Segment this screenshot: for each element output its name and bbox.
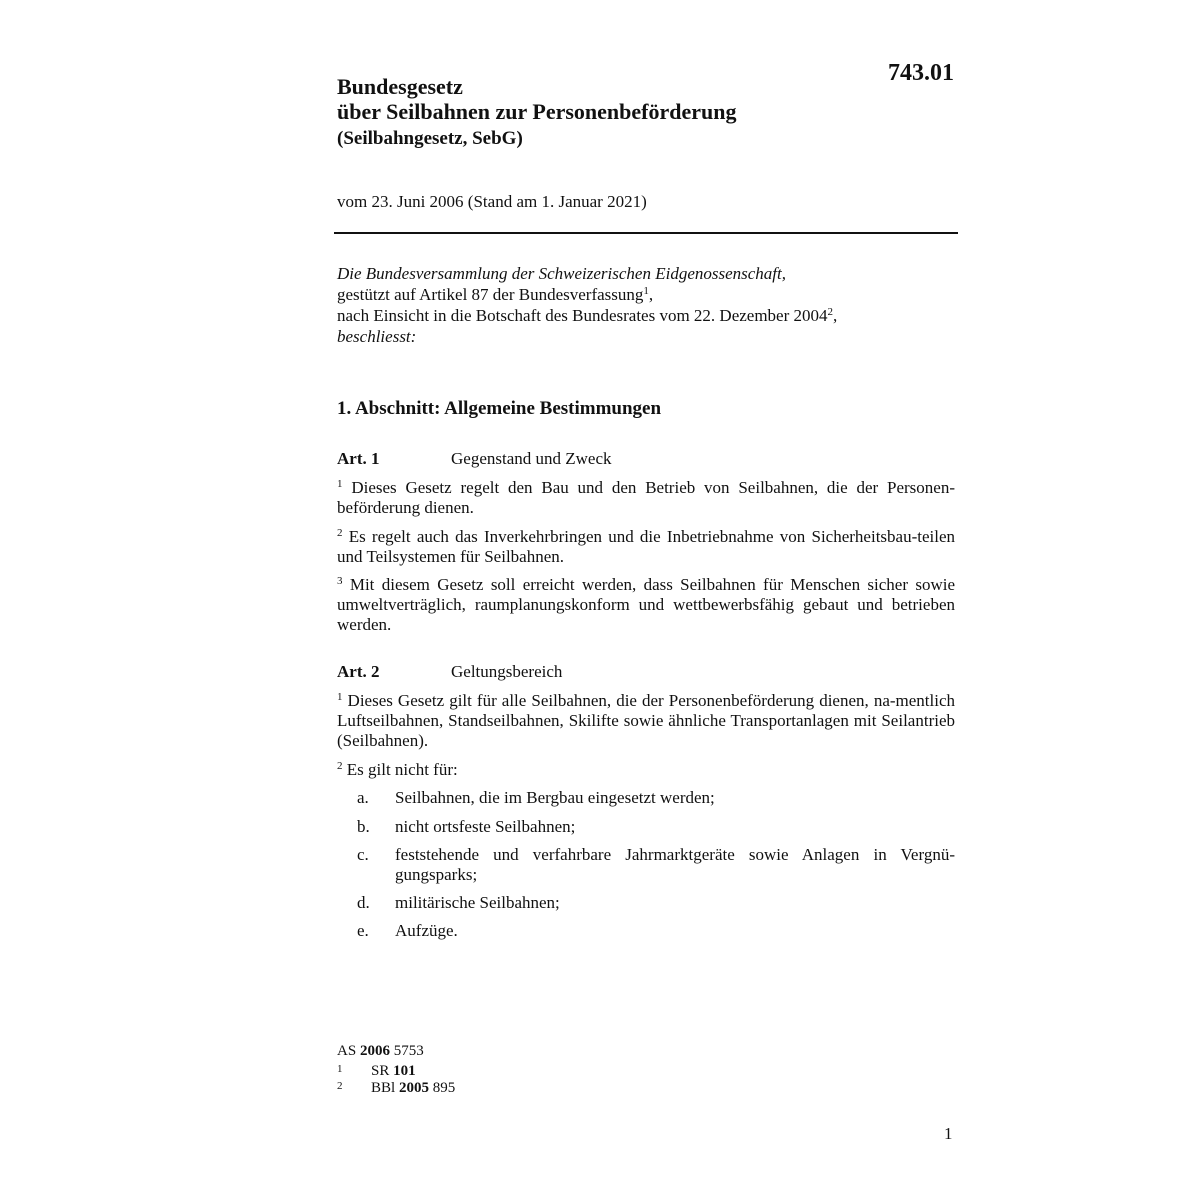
sr-number: 743.01: [888, 60, 954, 86]
art-2-title: Geltungsbereich: [451, 662, 563, 681]
art-1-title: Gegenstand und Zweck: [451, 449, 612, 468]
as-year: 2006: [359, 1043, 390, 1059]
law-title-line-2: über Seilbahnen zur Personenbeförderung: [337, 99, 737, 124]
paragraph-number: 2: [337, 527, 343, 539]
list-letter: e.: [357, 921, 369, 940]
preamble-basis-comma: ,: [648, 285, 654, 304]
section-heading: 1. Abschnitt: Allgemeine Bestimmungen: [337, 398, 662, 419]
list-text: Seilbahnen, die im Bergbau eingesetzt werden;: [395, 788, 715, 807]
paragraph-number: 3: [337, 575, 343, 587]
paragraph-number: 1: [337, 691, 343, 703]
law-title: [337, 74, 857, 124]
preamble-issuer: Die Bundesversammlung der Schweizerischen Eidgenossenschaft,: [337, 264, 786, 283]
page-number: 1: [944, 1124, 953, 1143]
list-text: nicht ortsfeste Seilbahnen;: [395, 817, 576, 836]
footnote-prefix: SR: [371, 1063, 390, 1079]
preamble-message-comma: ,: [833, 306, 838, 325]
list-letter: d.: [357, 893, 370, 912]
art-2-paragraph-2: [337, 760, 955, 780]
preamble-basis-text: gestützt auf Artikel 87 der Bundesverfassung: [337, 285, 644, 304]
footnote-ref-2[interactable]: 2: [827, 306, 834, 318]
footnote-page: 895: [432, 1080, 456, 1096]
preamble-message: [337, 305, 957, 326]
preamble-resolves: beschliesst:: [337, 327, 417, 346]
footnote-number: 1: [337, 1063, 343, 1075]
art-2-paragraph-1: [337, 691, 955, 751]
paragraph-number: 1: [337, 478, 343, 490]
art-1-paragraph-3: [337, 575, 955, 635]
paragraph-text: Mit diesem Gesetz soll erreicht werden, dass Seilbahnen für Menschen sicher sowie umweltverträglich, raumplanungskonform und wettbewerbsfähig gebaut und betrieben werden.: [337, 575, 956, 634]
preamble: [337, 263, 957, 347]
footnote-bold: 101: [393, 1063, 416, 1079]
preamble-basis: [337, 284, 957, 305]
list-text: militärische Seilbahnen;: [395, 893, 560, 912]
list-letter: b.: [357, 817, 370, 836]
as-page: 5753: [393, 1043, 424, 1059]
law-title-line-1: Bundesgesetz: [337, 74, 463, 99]
paragraph-text: Dieses Gesetz gilt für alle Seilbahnen, die der Personenbeförderung dienen, na-mentlich Luftseilbahnen, Standseilbahnen, Skilifte sowie ähnliche Transportanlagen mit Seilantrieb (Seilbahnen).: [337, 691, 956, 750]
list-letter: c.: [357, 845, 369, 864]
list-text: feststehende und verfahrbare Jahrmarktgeräte sowie Anlagen in Vergnü-gungsparks;: [395, 845, 955, 884]
art-2-number: Art. 2: [337, 662, 380, 681]
date-line: vom 23. Juni 2006 (Stand am 1. Januar 2021): [337, 192, 647, 211]
footnote-text: [371, 1063, 416, 1080]
footnote-text: [371, 1080, 455, 1097]
art-1-paragraph-2: [337, 527, 955, 567]
paragraph-number: 2: [337, 760, 343, 772]
footnote-number: 2: [337, 1080, 343, 1092]
official-compilation-ref: [337, 1043, 424, 1060]
header-divider: [334, 232, 958, 234]
paragraph-text: Dieses Gesetz regelt den Bau und den Betrieb von Seilbahnen, die der Personen-beförderung dienen.: [337, 478, 956, 517]
list-letter: a.: [357, 788, 369, 807]
footnote-prefix: BBl: [371, 1080, 396, 1096]
paragraph-text: Es regelt auch das Inverkehrbringen und die Inbetriebnahme von Sicherheitsbau-teilen und Teilsystemen für Seilbahnen.: [337, 527, 956, 566]
list-text: Aufzüge.: [395, 921, 458, 940]
footnote-bold: 2005: [398, 1080, 429, 1096]
footnote-ref-1[interactable]: 1: [643, 285, 649, 297]
art-1-number: Art. 1: [337, 449, 380, 468]
as-prefix: AS: [337, 1043, 357, 1059]
short-title: (Seilbahngesetz, SebG): [337, 128, 523, 149]
paragraph-text: Es gilt nicht für:: [346, 760, 458, 779]
art-1-paragraph-1: [337, 478, 955, 518]
preamble-message-text: nach Einsicht in die Botschaft des Bundesrates vom 22. Dezember 2004: [337, 306, 828, 325]
